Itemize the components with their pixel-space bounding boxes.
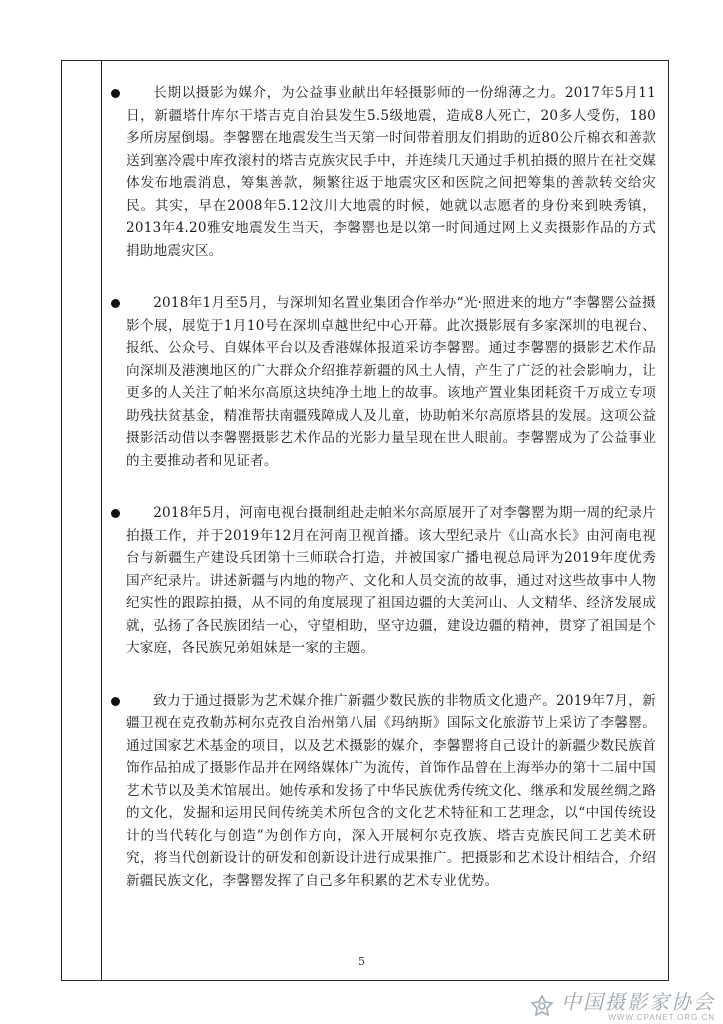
bullet-icon <box>111 89 120 98</box>
watermark <box>529 990 715 1022</box>
page-number: 5 <box>358 955 365 968</box>
watermark-name: 中国摄影家协会 <box>561 989 715 1014</box>
cpanet-logo-icon <box>529 993 555 1019</box>
bullet-icon <box>111 697 120 706</box>
paragraph-text: 2018年5月，河南电视台摄制组赴走帕米尔高原展开了对李馨罂为期一周的纪录片拍摄工作，并于2019年12月在河南卫视首播。该大型纪录片《山高水长》由河南电视台与新疆生产建设兵团第十三师联合打造，并被国家广播电视总局评为2019年度优秀国产纪录片。讲述新疆与内地的物产、文化和人员交流的故事，通过对这些故事中人物纪实性的跟踪拍摄，从不同的角度展现了祖国边疆的大美河山、人文精华、经济发展成就，弘扬了各民族团结一心，守望相助，坚守边疆，建设边疆的精神，贯穿了祖国是个大家庭，各民族兄弟姐妹是一家的主题。 <box>126 505 656 656</box>
paragraph-text: 2018年1月至5月，与深圳知名置业集团合作举办“光·照进来的地方”李馨罂公益摄影个展，展览于1月10号在深圳卓越世纪中心开幕。此次摄影展有多家深圳的电视台、报纸、公众号、自媒体平台以及香港媒体报道采访李馨罂。通过李馨罂的摄影艺术作品向深圳及港澳地区的广大群众介绍推荐新疆的风土人情，产生了广泛的社会影响力，让更多的人关注了帕米尔高原这块纯净土地上的故事。该地产置业集团耗资千万成立专项助残扶贫基金，精准帮扶南疆残障成人及儿童，协助帕米尔高原塔县的发展。这项公益摄影活动借以李馨罂摄影艺术作品的光影力量呈现在世人眼前。李馨罂成为了公益事业的主要推动者和见证者。 <box>126 295 656 469</box>
watermark-url: WWW.CPANET.ORG.CN <box>608 1012 715 1022</box>
paragraph-3 <box>108 502 656 660</box>
bullet-icon <box>111 299 120 308</box>
column-divider <box>101 60 102 981</box>
paragraph-4 <box>108 690 656 893</box>
watermark-text <box>561 991 715 1022</box>
content-cell <box>108 82 656 922</box>
bullet-icon <box>111 509 120 518</box>
paragraph-text: 致力于通过摄影为艺术媒介推广新疆少数民族的非物质文化遗产。2019年7月，新疆卫视在克孜勒苏柯尔克孜自治州第八届《玛纳斯》国际文化旅游节上采访了李馨罂。通过国家艺术基金的项目，以及艺术摄影的媒介，李馨罂将自己设计的新疆少数民族首饰作品拍成了摄影作品并在网络媒体广为流传，首饰作品曾在上海举办的第十二届中国艺术节以及美术馆展出。她传承和发扬了中华民族优秀传统文化、继承和发展丝绸之路的文化，发掘和运用民间传统美术所包含的文化艺术特征和工艺理念，以“中国传统设计的当代转化与创造”为创作方向，深入开展柯尔克孜族、塔吉克族民间工艺美术研究，将当代创新设计的研发和创新设计进行成果推广。把摄影和艺术设计相结合，介绍新疆民族文化，李馨罂发挥了自己多年积累的艺术专业优势。 <box>126 692 656 889</box>
paragraph-text: 长期以摄影为媒介，为公益事业献出年轻摄影师的一份绵薄之力。2017年5月11日，新疆塔什库尔干塔吉克自治县发生5.5级地震，造成8人死亡，20多人受伤，180多所房屋倒塌。李馨罂在地震发生当天第一时间带着朋友们捐助的近80公斤棉衣和善款送到塞冷震中库孜滚村的塔吉克族灾民手中，并连续几天通过手机拍摄的照片在社交媒体发布地震消息，筹集善款，频繁往返于地震灾区和医院之间把筹集的善款转交给灾民。其实，早在2008年5.12汶川大地震的时候，她就以志愿者的身份来到映秀镇，2013年4.20雅安地震发生当天，李馨罂也是以第一时间通过网上义卖摄影作品的方式捐助地震灾区。 <box>126 85 656 259</box>
paragraph-2 <box>108 292 656 472</box>
paragraph-1 <box>108 82 656 262</box>
